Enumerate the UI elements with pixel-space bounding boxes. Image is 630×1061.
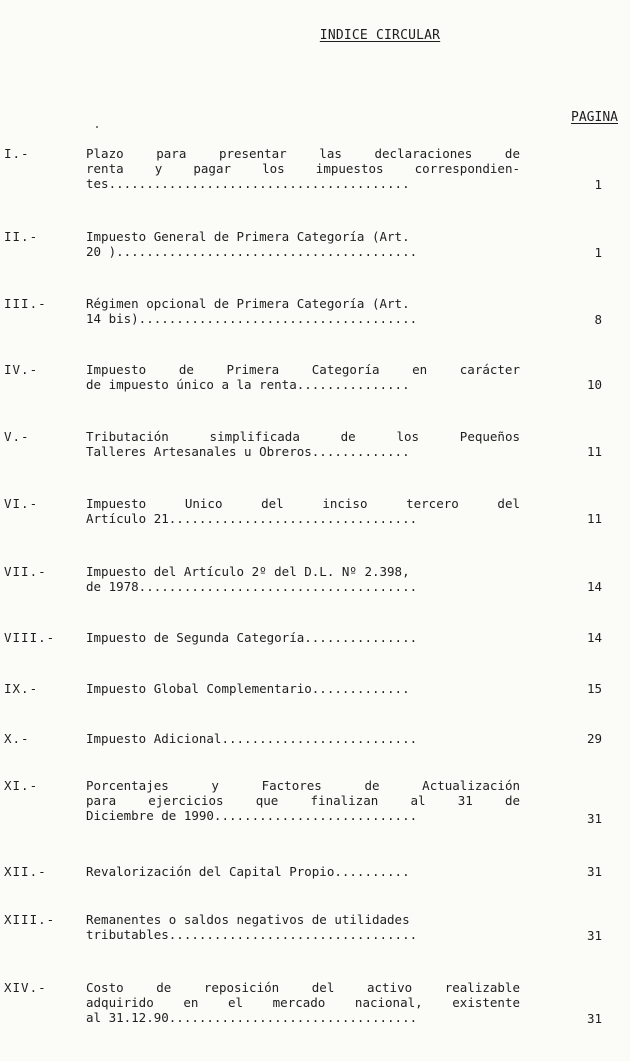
entry-number: IV.- <box>4 362 39 377</box>
entry-title <box>86 778 520 823</box>
entry-page-number: 14 <box>586 579 602 594</box>
entry-line: para ejercicios que finalizan al 31 de <box>86 793 520 808</box>
entry-number: XIII.- <box>4 912 56 927</box>
entry-line: Talleres Artesanales u Obreros............. <box>86 444 410 459</box>
entry-line: tes........................................ <box>86 176 410 191</box>
entry-line: Impuesto Adicional.......................... <box>86 731 418 746</box>
entry-page-number: 11 <box>586 444 602 459</box>
entry-page-number: 14 <box>586 630 602 645</box>
entry-page-number: 31 <box>586 811 602 826</box>
entry-number: XIV.- <box>4 980 47 995</box>
entry-line: Diciembre de 1990........................... <box>86 808 418 823</box>
entry-number: VII.- <box>4 564 47 579</box>
entry-number: IX.- <box>4 681 39 696</box>
entry-page-number: 31 <box>586 864 602 879</box>
entry-line: Impuesto Unico del inciso tercero del <box>86 496 520 511</box>
entry-page-number: 8 <box>594 312 602 327</box>
entry-line: Artículo 21................................. <box>86 511 418 526</box>
entry-line: Impuesto de Segunda Categoría............... <box>86 630 418 645</box>
entry-title <box>86 496 520 526</box>
entry-title <box>86 980 520 1025</box>
entry-line: Impuesto General de Primera Categoría (Art. <box>86 229 410 244</box>
entry-line: renta y pagar los impuestos correspondien- <box>86 161 520 176</box>
entry-line: 14 bis)..................................... <box>86 311 418 326</box>
entry-number: X.- <box>4 731 30 746</box>
stray-mark <box>96 126 98 128</box>
entry-title <box>86 731 520 746</box>
entry-page-number: 31 <box>586 1011 602 1026</box>
entry-number: II.- <box>4 229 39 244</box>
entry-line: Remanentes o saldos negativos de utilidades <box>86 912 410 927</box>
entry-page-number: 1 <box>594 177 602 192</box>
entry-title <box>86 912 520 942</box>
page-column-header: PAGINA <box>571 110 618 125</box>
entry-page-number: 1 <box>594 245 602 260</box>
entry-number: VI.- <box>4 496 39 511</box>
page-title: INDICE CIRCULAR <box>319 28 441 43</box>
entry-number: V.- <box>4 429 30 444</box>
entry-title <box>86 681 520 696</box>
entry-number: VIII.- <box>4 630 56 645</box>
entry-line: Tributación simplificada de los Pequeños <box>86 429 520 444</box>
entry-title <box>86 429 520 459</box>
entry-title <box>86 296 520 326</box>
entry-line: Impuesto Global Complementario............. <box>86 681 410 696</box>
entry-line: Porcentajes y Factores de Actualización <box>86 778 520 793</box>
entry-line: Régimen opcional de Primera Categoría (Art. <box>86 296 410 311</box>
entry-number: I.- <box>4 146 30 161</box>
entry-line: Costo de reposición del activo realizable <box>86 980 520 995</box>
entry-line: Impuesto de Primera Categoría en carácter <box>86 362 520 377</box>
entry-page-number: 10 <box>586 377 602 392</box>
entry-line: 20 )........................................ <box>86 244 418 259</box>
entry-page-number: 29 <box>586 731 602 746</box>
entry-line: Revalorización del Capital Propio.......... <box>86 864 410 879</box>
entry-title <box>86 564 520 594</box>
entry-line: adquirido en el mercado nacional, existente <box>86 995 520 1010</box>
entry-number: III.- <box>4 296 47 311</box>
entry-page-number: 11 <box>586 511 602 526</box>
entry-line: tributables................................. <box>86 927 418 942</box>
entry-line: al 31.12.90................................. <box>86 1010 418 1025</box>
entry-title <box>86 229 520 259</box>
entry-number: XI.- <box>4 778 39 793</box>
entry-page-number: 15 <box>586 681 602 696</box>
entry-line: de 1978..................................... <box>86 579 418 594</box>
entry-page-number: 31 <box>586 928 602 943</box>
entry-title <box>86 146 520 191</box>
entry-line: Impuesto del Artículo 2º del D.L. Nº 2.398, <box>86 564 410 579</box>
entry-title <box>86 630 520 645</box>
entry-title <box>86 864 520 879</box>
entry-line: Plazo para presentar las declaraciones de <box>86 146 520 161</box>
entry-number: XII.- <box>4 864 47 879</box>
entry-line: de impuesto único a la renta............... <box>86 377 410 392</box>
entry-title <box>86 362 520 392</box>
